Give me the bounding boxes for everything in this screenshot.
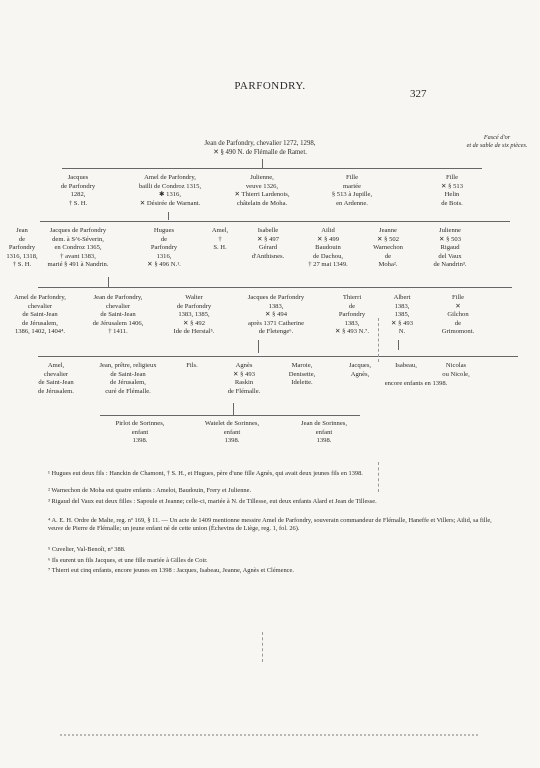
person-line: ✕ § 492: [182, 319, 205, 327]
person-line: Warnechon: [373, 244, 403, 252]
person-line: Isabelle: [257, 227, 279, 234]
person-entry: [83, 362, 173, 396]
person-line: Julienne,: [250, 174, 274, 181]
person-entry: [340, 362, 380, 379]
person-line: de Saint-Jean: [22, 311, 58, 319]
connector: [233, 403, 234, 415]
person-line: de Jérusalem 1406,: [92, 319, 144, 327]
connector: [258, 340, 259, 353]
person-line: Nicolas: [445, 362, 467, 369]
person-line: enfant: [131, 428, 149, 436]
person-entry: [300, 227, 356, 270]
footnote: ³ Rigaud del Vaux eut deux filles : Sapoule et Jeanne; celle-ci, mariée à N. de Tillesse, eut deux enfants Alard et Jean de Tillesse.: [48, 498, 377, 505]
person-line: 1282,: [70, 191, 86, 199]
scan-artifact: [262, 632, 263, 662]
page-title: PARFONDRY.: [234, 80, 306, 92]
person-line: de Flémalle.: [227, 387, 261, 395]
person-line: † 27 mai 1349.: [308, 261, 348, 269]
person-line: de Saint-Jean: [38, 379, 74, 387]
person-line: 1383,: [344, 319, 360, 327]
person-line: ✕ Désirée de Warnant.: [139, 199, 201, 207]
coat-of-arms-note: [452, 134, 540, 150]
person-line: ou Nicole,: [442, 370, 470, 378]
person-entry: [423, 227, 477, 270]
person-entry: [431, 362, 481, 379]
person-line: 1316, 1318,: [6, 252, 38, 260]
person-line: après 1371 Catherine: [247, 319, 305, 327]
person-line: d'Anthisnes.: [251, 252, 285, 260]
person-entry: [120, 174, 220, 208]
person-line: mariée: [343, 182, 361, 190]
scan-artifact: [378, 318, 379, 362]
person-line: Denisette,: [288, 370, 316, 378]
person-entry: [218, 362, 270, 396]
person-entry: [277, 362, 327, 388]
person-line: Ide de Herstal⁵.: [173, 328, 215, 336]
person-line: ✕ § 493: [232, 370, 255, 378]
person-line: ✕ § 496 N.¹.: [147, 261, 181, 269]
person-line: enfant: [315, 428, 333, 436]
person-line: en Condroz 1365,: [54, 244, 102, 252]
person-entry: [380, 294, 424, 337]
person-line: Fils.: [186, 362, 198, 369]
person-line: chevalier: [105, 302, 131, 310]
person-line: 1316,: [156, 252, 172, 260]
person-line: 1398.: [132, 437, 148, 445]
person-line: Ailid: [321, 227, 335, 234]
person-line: Fille: [445, 174, 459, 181]
connector: [398, 340, 399, 350]
person-line: † 1411.: [108, 328, 128, 336]
connector: [262, 159, 263, 168]
person-entry: [312, 174, 392, 208]
person-line: Isabeau,: [395, 362, 417, 369]
person-entry: [177, 362, 207, 371]
person-line: dem. à S^t-Séverin,: [52, 235, 104, 243]
person-line: †: [218, 235, 222, 243]
person-entry: [1, 294, 79, 337]
person-line: de Saint-Jean: [100, 311, 136, 319]
person-line: curé de Flémalle.: [105, 387, 151, 395]
person-line: de: [160, 235, 168, 243]
person-line: Amel de Parfondry,: [14, 294, 66, 301]
person-line: ✕ § 502: [376, 235, 399, 243]
person-entry: [39, 227, 117, 270]
person-line: Gilchon: [447, 311, 469, 319]
person-line: chevalier: [43, 370, 69, 378]
person-line: 1398.: [316, 437, 332, 445]
person-line: 1383,: [268, 302, 284, 310]
arms-line: Fascé d'or: [483, 134, 511, 141]
footnote: ⁴ A. E. H. Ordre de Malte, reg. nº 169, § 11. — Un acte de 1409 mentionne messire Amel de Parfondry, souverain commandeur de Flémalle, Haneffe et Villers; Ailid, sa fille, veuve de Pierre de Flémalle; un jeune enfant né de cette union (Échevins de Liège, reg. 1, fol. 26).: [48, 517, 492, 533]
person-line: Amel,: [211, 227, 229, 234]
person-entry: [159, 294, 229, 337]
person-line: Baudouin: [315, 244, 341, 252]
person-line: de Jérusalem,: [22, 319, 58, 327]
person-line: en Ardenne.: [336, 199, 368, 207]
person-line: S. H.: [213, 244, 227, 252]
person-line: de: [454, 319, 462, 327]
person-line: † S. H.: [68, 199, 88, 207]
person-line: Jean: [16, 227, 28, 234]
person-line: ✕ § 499: [316, 235, 339, 243]
person-line: de: [348, 302, 356, 310]
connector: [108, 277, 109, 287]
connector: [38, 287, 512, 288]
footnote: ⁵ Cuvelier, Val-Benoît, nº 388.: [48, 546, 126, 553]
person-line: 1398.: [224, 437, 240, 445]
person-line: veuve 1326,: [245, 182, 279, 190]
person-line: Idelette.: [291, 379, 313, 387]
person-line: ✕ § 493 N.⁷.: [334, 328, 369, 336]
person-line: Maroie,: [291, 362, 313, 369]
scan-edge: [60, 734, 480, 736]
person-line: enfant: [223, 428, 241, 436]
person-line: Raskin: [234, 379, 254, 387]
connector: [62, 168, 482, 169]
person-line: Jean, prêtre, religieux: [99, 362, 157, 369]
person-line: Parfondry: [338, 311, 366, 319]
person-line: Fille: [451, 294, 465, 301]
person-line: bailli de Condroz 1315,: [138, 182, 202, 190]
person-line: del Vaux: [438, 252, 462, 260]
person-line: Grimomont.: [441, 328, 475, 336]
person-line: Moha².: [378, 261, 398, 269]
person-line: Amel,: [47, 362, 65, 369]
person-line: chevalier: [27, 302, 53, 310]
person-line: Amel de Parfondry,: [144, 174, 196, 181]
person-line: Jacques,: [348, 362, 372, 369]
connector: [168, 212, 169, 220]
person-line: Jean de Parfondry,: [93, 294, 143, 301]
person-entry: [33, 174, 123, 208]
person-line: † S. H.: [12, 261, 32, 269]
person-entry: [232, 294, 320, 337]
connector: [100, 415, 360, 416]
person-line: ✕ § 503: [438, 235, 461, 243]
person-line: Fille: [345, 174, 359, 181]
person-line: Jean de Sorinnes,: [301, 420, 347, 427]
person-line: Agnès,: [350, 370, 370, 378]
footnote: ² Warnechon de Moha eut quatre enfants : Amelot, Baudouin, Frery et Julienne.: [48, 487, 252, 494]
person-line: § 513 à Jupille,: [331, 191, 373, 199]
person-line: 1385,: [394, 311, 410, 319]
person-line: de Jérusalem.: [38, 387, 74, 395]
person-entry: [217, 174, 307, 208]
arms-line: et de sable de six pièces.: [466, 142, 528, 149]
person-line: Parfondry: [8, 244, 36, 252]
person-entry: [182, 420, 282, 446]
root-person: Jean de Parfondry, chevalier 1272, 1298, ✕ § 490 N. de Flémalle de Ramet.: [204, 140, 316, 156]
person-line: † avant 1383,: [60, 252, 96, 260]
person-entry: [242, 227, 294, 261]
person-line: de Saint-Jean: [110, 370, 146, 378]
person-line: Jacques de Parfondry: [247, 294, 305, 301]
person-entry: [205, 227, 235, 253]
person-entry: [5, 227, 39, 270]
person-line: de: [384, 252, 392, 260]
person-line: ✕ § 513: [440, 182, 463, 190]
person-entry: [336, 380, 496, 389]
person-line: 1386, 1402, 1404⁴.: [14, 328, 66, 336]
person-entry: [21, 362, 91, 396]
person-entry: [386, 362, 426, 371]
person-line: marié § 491 à Nandrin.: [47, 261, 109, 269]
page-number: 327: [410, 88, 427, 100]
person-line: Julienne: [439, 227, 461, 234]
person-line: Thierri: [342, 294, 362, 301]
person-entry: [278, 420, 370, 446]
person-line: ✕ § 497: [256, 235, 279, 243]
person-line: Parfondry: [150, 244, 178, 252]
person-entry: [78, 294, 158, 337]
person-line: de Jérusalem,: [110, 379, 146, 387]
person-line: ✱ 1316,: [158, 191, 181, 199]
person-line: Agnès: [235, 362, 253, 369]
person-line: ✕ § 494: [264, 311, 287, 319]
connector: [40, 221, 510, 222]
person-line: de Dachou,: [312, 252, 344, 260]
person-entry: [94, 420, 186, 446]
person-line: Pirlot de Sorinnes,: [115, 420, 165, 427]
person-entry: [362, 227, 414, 270]
person-line: de: [18, 235, 26, 243]
person-line: de Parfondry: [176, 302, 212, 310]
person-line: Gérard: [258, 244, 278, 252]
person-line: ✕: [455, 302, 461, 310]
person-line: de Bois.: [441, 199, 463, 207]
person-line: ✕ Thierri Lardenois,: [234, 191, 290, 199]
person-line: Jeanne: [379, 227, 397, 234]
person-line: Watelet de Sorinnes,: [204, 420, 260, 427]
person-line: ✕ § 493: [390, 319, 413, 327]
person-line: Walter: [185, 294, 203, 301]
person-line: de Fletenge⁶.: [258, 328, 294, 336]
person-line: Helin: [444, 191, 460, 199]
person-line: Jacques: [67, 174, 89, 181]
person-line: Rigaud: [440, 244, 460, 252]
person-line: encore enfants en 1398.: [384, 380, 448, 387]
footnote: ¹ Hugues eut deux fils : Hanckin de Chamont, † S. H., et Hugues, père d'une fille Agnès, qui avait deux jeunes fils en 1398.: [48, 470, 363, 477]
person-line: 1383,: [394, 302, 410, 310]
person-entry: [422, 174, 482, 208]
person-line: Jacques de Parfondry: [49, 227, 107, 234]
person-line: 1383, 1385,: [178, 311, 210, 319]
person-entry: [430, 294, 486, 337]
connector: [38, 356, 518, 357]
person-line: de Nandrin³.: [433, 261, 467, 269]
footnote: ⁶ Ils eurent un fils Jacques, et une fille mariée à Gilles de Coir.: [48, 557, 208, 564]
person-line: de Parfondry: [60, 182, 96, 190]
person-line: châtelain de Moha.: [236, 199, 288, 207]
footnote: ⁷ Thierri eut cinq enfants, encore jeunes en 1398 : Jacques, Isabeau, Jeanne, Agnès et Clémence.: [48, 567, 294, 574]
person-line: Hugues: [153, 227, 175, 234]
person-line: Albert: [393, 294, 411, 301]
person-entry: [140, 227, 188, 270]
person-line: N.: [398, 328, 406, 336]
person-entry: [327, 294, 377, 337]
